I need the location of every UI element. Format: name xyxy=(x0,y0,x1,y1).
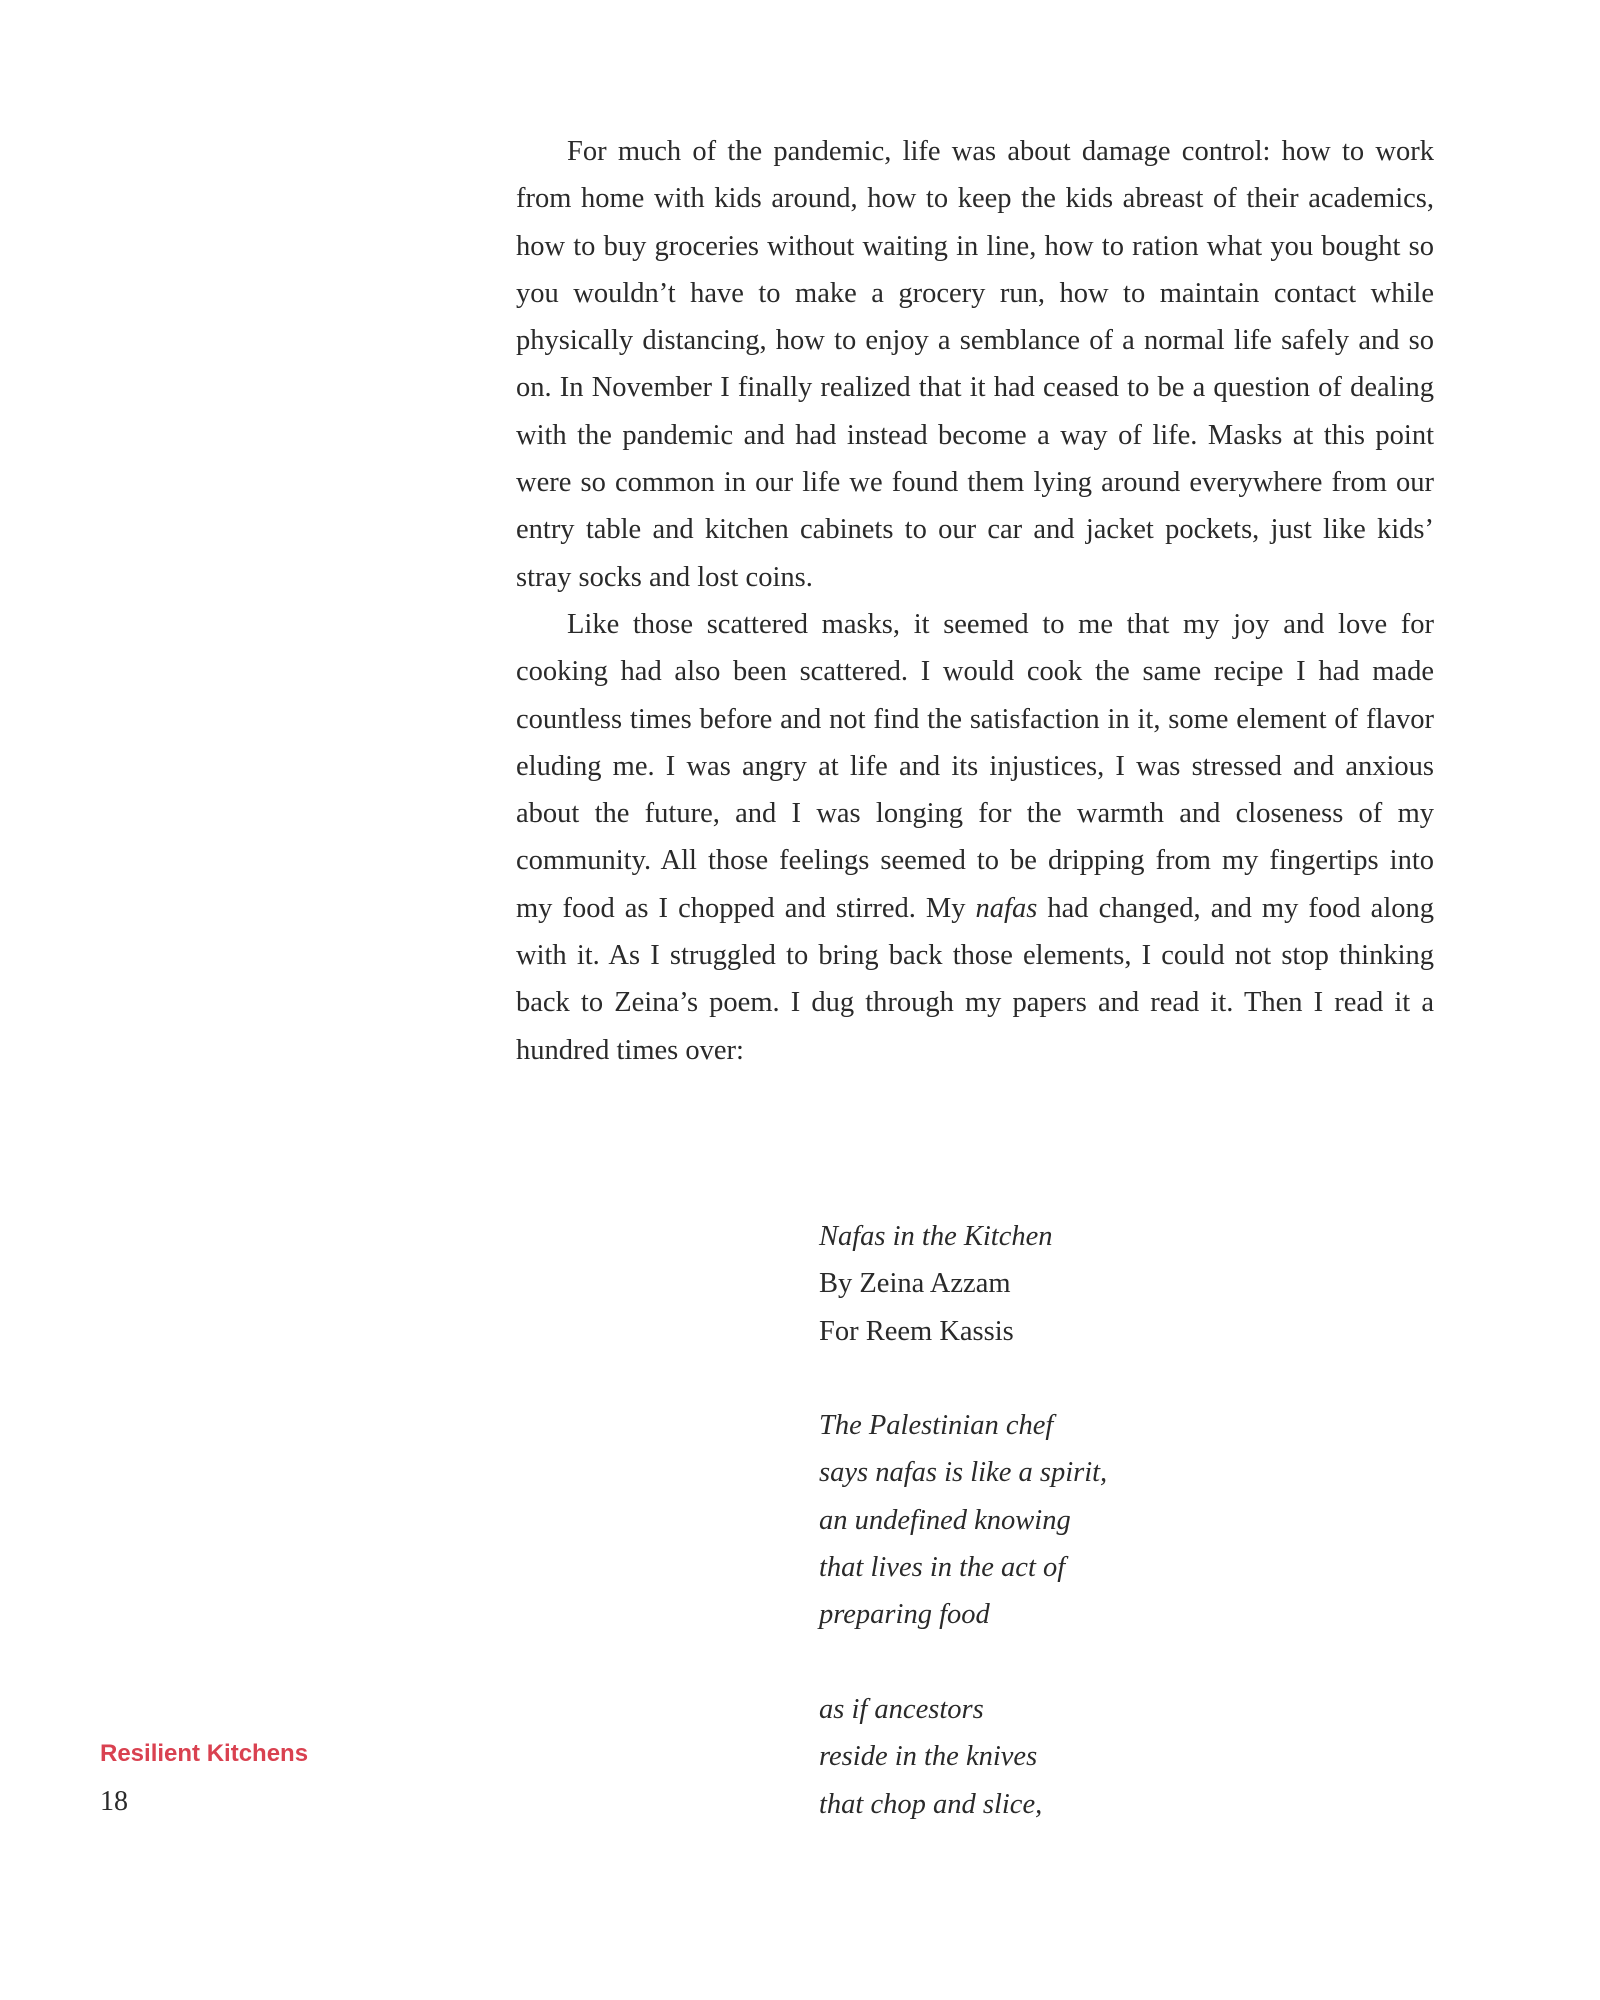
poem-header xyxy=(819,1213,1379,1355)
page-number: 18 xyxy=(100,1786,128,1817)
poem-line: that lives in the act of xyxy=(819,1552,1066,1584)
paragraph-2-text-a: Like those scattered masks, it seemed to me that my joy and love for cooking had also been scattered. I would cook the same recipe I had made countless times before and not find the satisfaction in it, some element of flavor eluding me. I was angry at life and its injustices, I was stressed and anxious about the future, and I was longing for the warmth and closeness of my community. All those feelings seemed to be dripping from my fingertips into my food as I chopped and stirred. My xyxy=(516,608,1434,924)
poem-dedication: For Reem Kassis xyxy=(819,1315,1014,1347)
poem xyxy=(819,1213,1379,1828)
poem-stanza-2 xyxy=(819,1686,1379,1828)
paragraph-2-text-b: had changed, and my food along with it. As I struggled to bring back those elements, I could not stop thinking back to Zeina’s poem. I dug through my papers and read it. Then I read it a hundred times over: xyxy=(516,892,1434,1066)
poem-line: preparing food xyxy=(819,1599,990,1631)
poem-line: The Palestinian chef xyxy=(819,1410,1054,1442)
poem-line: as if ancestors xyxy=(819,1693,984,1725)
body-text xyxy=(516,128,1434,1074)
paragraph-2-italic-word: nafas xyxy=(975,892,1038,924)
running-footer-book-title: Resilient Kitchens xyxy=(100,1740,309,1767)
paragraph-1: For much of the pandemic, life was about damage control: how to work from home with kids around, how to keep the kids abreast of their academics, how to buy groceries without waiting in line, how to ration what you bought so you wouldn’t have to make a grocery run, how to maintain contact while physically distancing, how to enjoy a semblance of a normal life safely and so on. In November I finally realized that it had ceased to be a question of dealing with the pandemic and had instead become a way of life. Masks at this point were so common in our life we found them lying around everywhere from our entry table and kitchen cabinets to our car and jacket pockets, just like kids’ stray socks and lost coins. xyxy=(516,136,1434,593)
poem-title: Nafas in the Kitchen xyxy=(819,1221,1053,1252)
poem-byline: By Zeina Azzam xyxy=(819,1268,1011,1300)
poem-line: that chop and slice, xyxy=(819,1788,1043,1820)
paragraph-2 xyxy=(516,601,1434,1074)
poem-stanza-1 xyxy=(819,1402,1379,1638)
poem-line: reside in the knives xyxy=(819,1741,1038,1773)
poem-line: an undefined knowing xyxy=(819,1504,1071,1536)
poem-line: says nafas is like a spirit, xyxy=(819,1457,1108,1489)
